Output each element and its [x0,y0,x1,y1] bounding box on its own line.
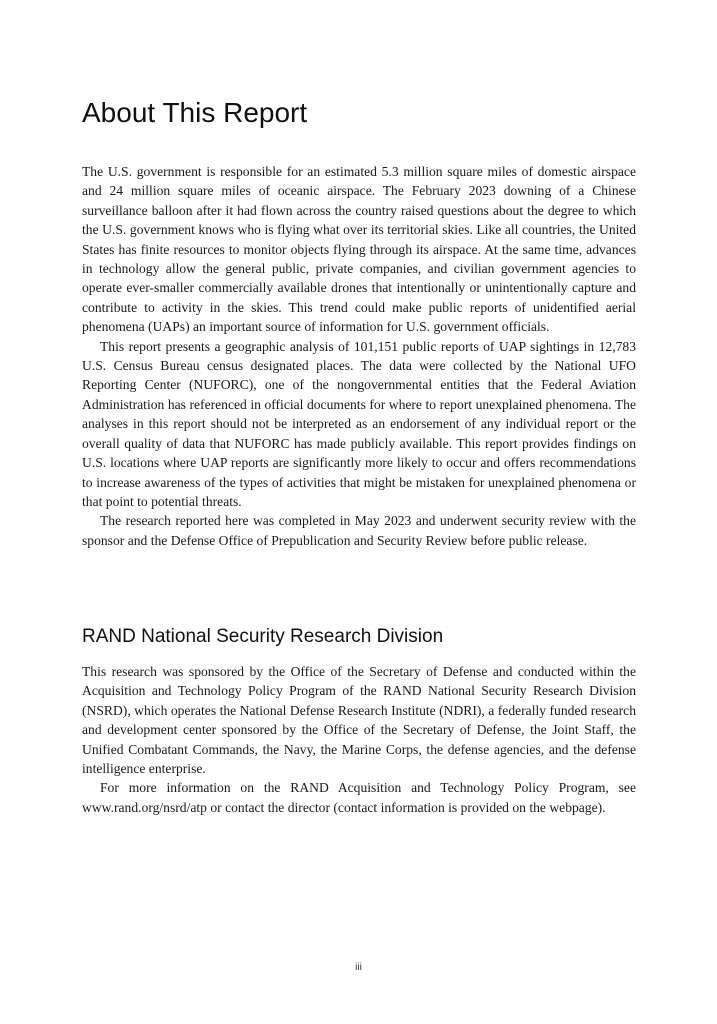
division-paragraph-1: This research was sponsored by the Office of the Secretary of Defense and conducted within the Acquisition and Technology Policy Program of the RAND National Security Research Division (NSRD), which operates the National Defense Research Institute (NDRI), a federally funded research and development center sponsored by the Office of the Secretary of Defense, the Joint Staff, the Unified Combatant Commands, the Navy, the Marine Corps, the defense agencies, and the defense intelligence enterprise. [82,664,636,777]
division-heading: RAND National Security Research Division [82,626,444,647]
division-section [82,624,636,817]
about-section [82,162,636,550]
about-paragraph-2: This report presents a geographic analysis of 101,151 public reports of UAP sightings in 12,783 U.S. Census Bureau census designated places. The data were collected by the National UFO Reporting Center (NUFORC), one of the nongovernmental entities that the Federal Aviation Administration has referenced in official documents for where to report unexplained phenomena. The analyses in this report should not be interpreted as an endorsement of any individual report or the overall quality of data that NUFORC has made publicly available. This report provides findings on U.S. locations where UAP reports are significantly more likely to occur and offers recommendations to increase awareness of the types of activities that might be mistaken for unexplained phenomena or that point to potential threats. [82,338,636,509]
page-number: iii [355,962,362,973]
page-title: About This Report [82,97,308,128]
division-paragraph-2: For more information on the RAND Acquisition and Technology Policy Program, see www.rand.org/nsrd/atp or contact the director (contact information is provided on the webpage). [82,780,636,815]
about-paragraph-1: The U.S. government is responsible for an estimated 5.3 million square miles of domestic airspace and 24 million square miles of oceanic airspace. The February 2023 downing of a Chinese surveillance balloon after it had flown across the country raised questions about the degree to which the U.S. government knows who is flying what over its territorial skies. Like all countries, the United States has finite resources to monitor objects flying through its airspace. At the same time, advances in technology allow the general public, private companies, and civilian government agencies to operate ever-smaller commercially available drones that intentionally or unintentionally capture and contribute to activity in the skies. This trend could make public reports of unidentified aerial phenomena (UAPs) an important source of information for U.S. government officials. [82,164,636,335]
about-paragraph-3: The research reported here was completed in May 2023 and underwent security review with the sponsor and the Defense Office of Prepublication and Security Review before public release. [82,513,636,548]
